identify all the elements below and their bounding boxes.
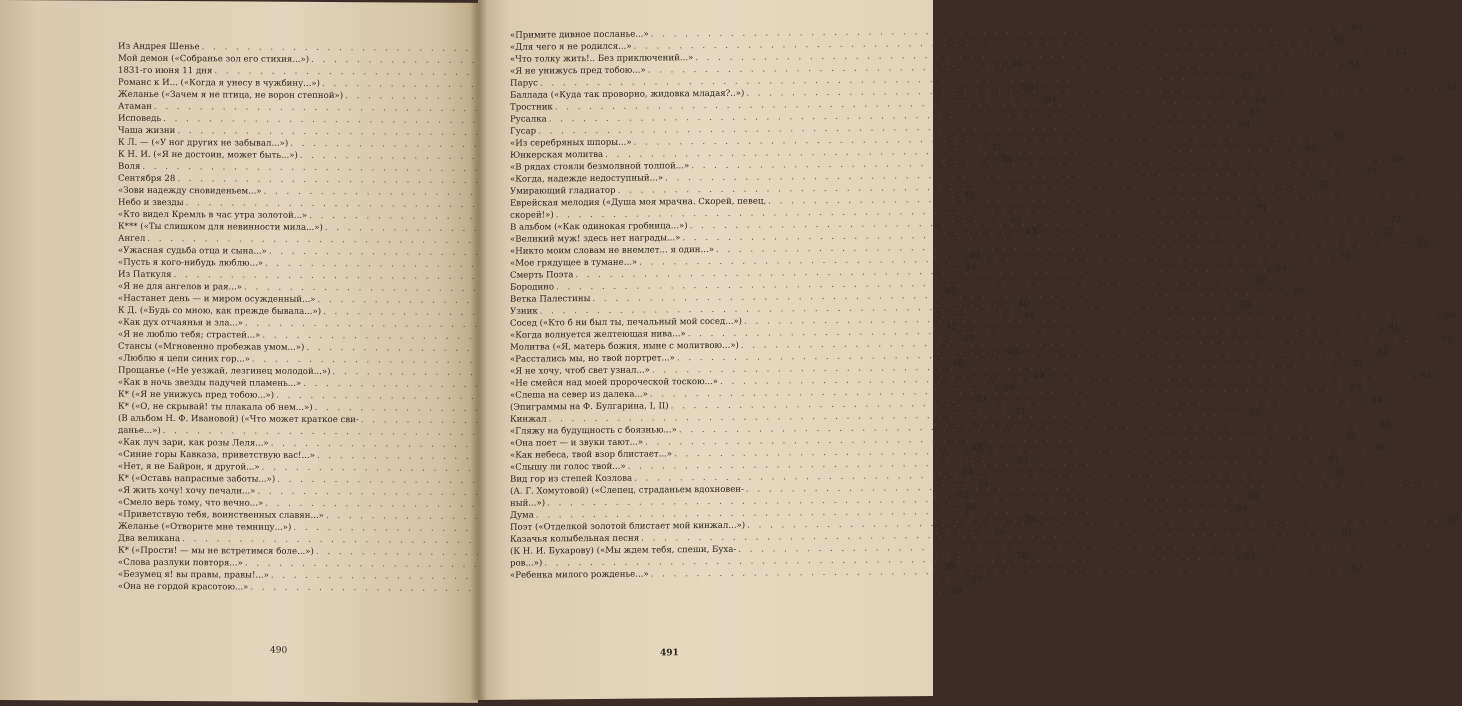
toc-entry-page: 67 <box>1244 107 1260 119</box>
toc-entry-title: «Слышу ли голос твой...» <box>510 461 626 474</box>
toc-entry-title: Молитва («Я, матерь божия, ныне с молитвою...») <box>510 340 739 354</box>
toc-entry-page: 70 <box>1313 179 1329 191</box>
toc-entry-title: «В рядах стояли безмолвной толпой...» <box>510 160 689 174</box>
toc-entry-title: «Как небеса, твой взор блистает...» <box>510 448 672 461</box>
toc-entry-title: К* («О, не скрывай! ты плакала об нем...») <box>118 401 313 414</box>
toc-entry-title: «Слеша на север из далека...» <box>510 389 648 402</box>
toc-entry-page: 83 <box>1345 382 1361 394</box>
toc-entry-title: Парус <box>510 77 538 89</box>
toc-entry-page: 63 <box>1236 71 1252 83</box>
toc-entry-page: 50 <box>999 382 1015 394</box>
toc-entry-title: «Я не люблю тебя; страстей...» <box>118 329 260 342</box>
toc-entry-page: 59 <box>966 574 982 586</box>
toc-entry-title: «Люблю я цепи синих гор...» <box>118 353 250 366</box>
toc-entry-title: Воля <box>118 161 140 173</box>
toc-entry-title: ный...») <box>510 497 545 509</box>
toc-entry-title: Ветка Палестины <box>510 293 590 306</box>
toc-entry-title: «Я не хочу, чтоб свет узнал...» <box>510 364 650 377</box>
toc-entry-page: 82 <box>1372 346 1388 358</box>
toc-entry-page: 56 <box>1021 514 1037 526</box>
toc-entry-page: 43 <box>1005 214 1021 226</box>
toc-entry-title: Мой демон («Собранье зол его стихия...») <box>118 53 309 66</box>
toc-entry-page: 72 <box>1378 226 1394 238</box>
toc-entry-title: «Как луч зари, как розы Леля...» <box>118 437 269 450</box>
toc-entry-page: 53 <box>966 442 982 454</box>
toc-entry-title: К Н. И. («Я не достоин, может быть...») <box>118 149 298 162</box>
toc-entry-title: Тростник <box>510 101 553 113</box>
toc-entry-page: 63 <box>1343 58 1359 70</box>
toc-entry-page: 48 <box>947 358 963 370</box>
toc-entry-title: «Из серебряных шпоры...» <box>510 137 632 150</box>
toc-entry-title: Из Андрея Шенье <box>118 41 200 53</box>
toc-entry-title: «Что толку жить!.. Без приключений...» <box>510 52 693 66</box>
toc-entry-page: 92 <box>1240 551 1256 563</box>
toc-entry-title: Поэт («Отделкой золотой блистает мой кинжал...») <box>510 520 745 534</box>
toc-entry-title: (Эпиграммы на Ф. Булгарина, I, II) <box>510 400 669 413</box>
toc-entry-page: 53 <box>1013 454 1029 466</box>
toc-entry-page: 88 <box>1243 491 1259 503</box>
right-toc-list <box>510 27 815 582</box>
toc-entry-page: 60 <box>946 586 962 598</box>
toc-entry-page: 59 <box>940 562 956 574</box>
toc-entry-page: 60 <box>1346 22 1362 34</box>
toc-entry-page: 68 <box>1234 119 1250 131</box>
toc-entry-title: Умирающий гладиатор <box>510 185 616 198</box>
toc-entry-title: К*** («Ты слишком для невинности мила...») <box>118 221 323 234</box>
toc-entry-title: «Ребенка милого рожденье...» <box>510 569 649 582</box>
toc-entry-page: 54 <box>957 466 973 478</box>
toc-entry-page: 86 <box>1370 442 1386 454</box>
toc-entry-title: Романс к И... («Когда я унесу в чужбину...») <box>118 77 320 90</box>
toc-entry-title: «Я жить хочу! хочу печали...» <box>118 485 255 498</box>
toc-entry-page: 37 <box>986 142 1002 154</box>
left-toc-list <box>118 41 436 595</box>
toc-entry-page: 86 <box>1341 430 1357 442</box>
toc-entry-page: 83 <box>1416 370 1432 382</box>
toc-entry-title: «Безумец я! вы правы, правы!...» <box>118 569 269 582</box>
toc-entry-title: К* («Прости! — мы не встретимся боле...») <box>118 545 314 558</box>
toc-entry-page: 55 <box>961 502 977 514</box>
toc-entry-page: 64 <box>1442 81 1458 93</box>
toc-entry-page: 73 <box>1412 238 1428 250</box>
toc-entry-page: 68 <box>1329 130 1345 142</box>
toc-entry-title: Узник <box>510 305 538 317</box>
toc-entry-page: 84 <box>1366 394 1382 406</box>
toc-entry-page: 44 <box>961 262 977 274</box>
toc-entry-page: 24 <box>1007 58 1023 70</box>
toc-entry-title: Два великана <box>118 533 180 545</box>
toc-entry-title: Прощанье («Не уезжай, лезгинец молодой...») <box>118 365 331 378</box>
toc-entry-title: Бородино <box>510 281 554 293</box>
toc-entry-page: 91 <box>1337 526 1353 538</box>
toc-entry-page: 80 <box>1440 309 1456 321</box>
toc-entry-title: (В альбом Н. Ф. Ивановой) («Что может краткое сви- <box>118 413 359 426</box>
toc-entry-title: Баллада («Куда так проворно, жидовка младая?..») <box>510 88 744 102</box>
toc-entry-page: 87 <box>1323 454 1339 466</box>
toc-entry-page: 61 <box>1329 34 1345 46</box>
toc-entry-page: 54 <box>973 478 989 490</box>
toc-entry-page: 90 <box>1443 513 1459 525</box>
toc-entry-page: 78 <box>1288 287 1304 299</box>
toc-entry-title: 1831-го июня 11 дня <box>118 65 212 78</box>
toc-entry-page: 38 <box>995 154 1011 166</box>
toc-entry-title: «Когда волнуется желтеющая нива...» <box>510 328 686 342</box>
toc-entry-title: Русалка <box>510 113 547 125</box>
toc-entry-page: 89 <box>1231 503 1247 515</box>
toc-entry-title: «Я не унижусь пред тобою...» <box>510 65 646 78</box>
toc-entry-title: Атаман <box>118 101 152 113</box>
toc-entry-title: «Ужасная судьба отца и сына...» <box>118 245 267 258</box>
toc-entry-page: 34 <box>1041 94 1057 106</box>
toc-entry-title: «Гляжу на будущность с боязнью...» <box>510 424 677 437</box>
toc-entry-page: 81 <box>1436 333 1452 345</box>
right-page-number: 491 <box>660 648 679 658</box>
toc-entry-page: 26 <box>1018 82 1034 94</box>
toc-entry-title: Небо и звезды <box>118 197 184 209</box>
toc-entry-title: (А. Г. Хомутовой) («Слепец, страданьем вдохновен- <box>510 484 744 498</box>
toc-entry-title: Чаша жизни <box>118 125 175 137</box>
toc-entry-title: «Кто видел Кремль в час утра золотой...» <box>118 209 307 222</box>
left-page-number: 490 <box>270 646 287 656</box>
book-gutter <box>470 0 488 700</box>
toc-entry-title: В альбом («Как одинокая гробница...») <box>510 220 688 234</box>
toc-entry-title: Сосед («Кто б ни был ты, печальный мой сосед...») <box>510 316 742 330</box>
toc-entry-title: скорей!») <box>510 209 554 221</box>
toc-entry-title: Дума <box>510 510 534 522</box>
toc-entry-title: «Смело верь тому, что вечно...» <box>118 497 263 510</box>
left-page <box>0 0 478 703</box>
toc-entry-page: 79 <box>1235 299 1251 311</box>
toc-entry-page: 72 <box>1385 214 1401 226</box>
toc-entry-page: 44 <box>964 250 980 262</box>
toc-entry-title: К* («Я не унижусь пред тобою...») <box>118 389 274 402</box>
toc-entry-title: «Когда, надежде недоступный...» <box>510 172 663 185</box>
toc-entry-title: ров...») <box>510 557 542 569</box>
toc-entry-title: «Великий муж! здесь нет награды...» <box>510 232 680 245</box>
toc-entry-page: 45 <box>940 286 956 298</box>
toc-entry-title: К* («Оставь напрасные заботы...») <box>118 473 275 486</box>
toc-entry <box>510 567 815 582</box>
toc-entry-page: 66 <box>1250 95 1266 107</box>
toc-entry-title: «Я не для ангелов и рая...» <box>118 281 242 294</box>
toc-entry-title: «Примите дивное посланье...» <box>510 29 649 42</box>
toc-entry-title: Вид гор из степей Козлова <box>510 473 632 486</box>
toc-entry-page: 46 <box>1019 310 1035 322</box>
toc-entry-page: 81 <box>1383 322 1399 334</box>
toc-entry-title: (К Н. И. Бухарову) («Мы ждем тебя, спеши, Буха- <box>510 544 736 558</box>
toc-entry-title: «Не смейся над моей пророческой тоскою...» <box>510 376 718 390</box>
toc-entry-title: «Настанет день — и миром осужденный...» <box>118 293 315 306</box>
toc-entry-page: 48 <box>1002 346 1018 358</box>
toc-entry-title: «Как дух отчаянья и зла...» <box>118 317 243 330</box>
toc-entry <box>118 581 436 595</box>
toc-entry-title: «Приветствую тебя, воинственных славян...» <box>118 509 324 522</box>
toc-entry-page: 51 <box>1010 406 1026 418</box>
toc-entry-title: Еврейская мелодия («Душа моя мрачна. Скорей, певец, <box>510 195 766 209</box>
toc-entry-title: «Пусть я кого-нибудь люблю...» <box>118 257 263 270</box>
toc-entry-page: 62 <box>1391 46 1407 58</box>
toc-entry-page: 47 <box>941 322 957 334</box>
toc-entry-page: 55 <box>953 490 969 502</box>
toc-entry-page: 43 <box>1020 226 1036 238</box>
toc-entry-title: Из Паткуля <box>118 269 172 281</box>
toc-entry-page: 69 <box>1301 143 1317 155</box>
toc-entry-title: «Она поет — и звуки тают...» <box>510 437 643 450</box>
toc-entry-title: Сентября 28 <box>118 173 175 185</box>
toc-entry-page: 47 <box>958 334 974 346</box>
toc-entry-page: 49 <box>1028 370 1044 382</box>
toc-entry-title: Исповедь <box>118 113 161 125</box>
toc-entry-title: «Зови надежду сновиденьем...» <box>118 185 262 198</box>
toc-entry-page: 70 <box>1361 166 1377 178</box>
toc-entry-title: «Синие горы Кавказа, приветствую вас!...» <box>118 449 315 462</box>
toc-entry-page: 93 <box>1346 562 1362 574</box>
toc-entry-title: «Никто моим словам не внемлет... я один...» <box>510 244 714 258</box>
toc-entry-page: 74 <box>1271 263 1287 275</box>
toc-entry-title: Юнкерская молитва <box>510 149 603 162</box>
toc-entry-title: «Расстались мы, но твой портрет...» <box>510 352 675 365</box>
toc-entry-page: 87 <box>1330 466 1346 478</box>
toc-entry-title: Смерть Поэта <box>510 269 573 282</box>
toc-entry-title: Желанье («Зачем я не птица, не ворон степной») <box>118 89 343 102</box>
toc-entry-title: «Нет, я не Байрон, я другой...» <box>118 461 260 474</box>
toc-entry-page: 85 <box>1244 407 1260 419</box>
toc-entry-page: 69 <box>1387 154 1403 166</box>
toc-entry-title: К Л. — («У ног других не забывал...») <box>118 137 288 150</box>
toc-entry-title: Кинжал <box>510 413 547 425</box>
right-page <box>478 0 933 700</box>
toc-entry-page: 58 <box>1011 550 1027 562</box>
toc-entry-title: «Слова разлуки повторя...» <box>118 557 243 570</box>
toc-entry-page: 51 <box>972 394 988 406</box>
toc-entry-page: 82 <box>1348 358 1364 370</box>
toc-entry-title: «Она не гордой красотою...» <box>118 581 248 594</box>
toc-entry-title: «Мое грядущее в тумане...» <box>510 257 637 270</box>
toc-entry-page: 76 <box>1252 275 1268 287</box>
toc-entry-page: 73 <box>1335 250 1351 262</box>
toc-entry-title: «Для чего я не родился...» <box>510 41 632 54</box>
toc-entry-page: 71 <box>1251 203 1267 215</box>
toc-entry-title: Ангел <box>118 233 145 245</box>
toc-entry-title: Казачья колыбельная песня <box>510 533 639 546</box>
toc-entry-page: 85 <box>1374 418 1390 430</box>
toc-entry-page: 41 <box>959 190 975 202</box>
toc-entry-title: данье...») <box>118 425 161 437</box>
toc-entry-title: Желанье («Отворите мне темницу...») <box>118 521 291 534</box>
toc-entry-title: «Как в ночь звезды падучей пламень...» <box>118 377 301 390</box>
toc-entry-title: Стансы («Мгновенно пробежав умом...») <box>118 341 304 354</box>
toc-entry-title: Гусар <box>510 125 536 137</box>
toc-entry-page: 46 <box>1013 298 1029 310</box>
toc-entry-page: 56 <box>989 526 1005 538</box>
toc-entry-title: К Д. («Будь со мною, как прежде бывала...») <box>118 305 321 318</box>
